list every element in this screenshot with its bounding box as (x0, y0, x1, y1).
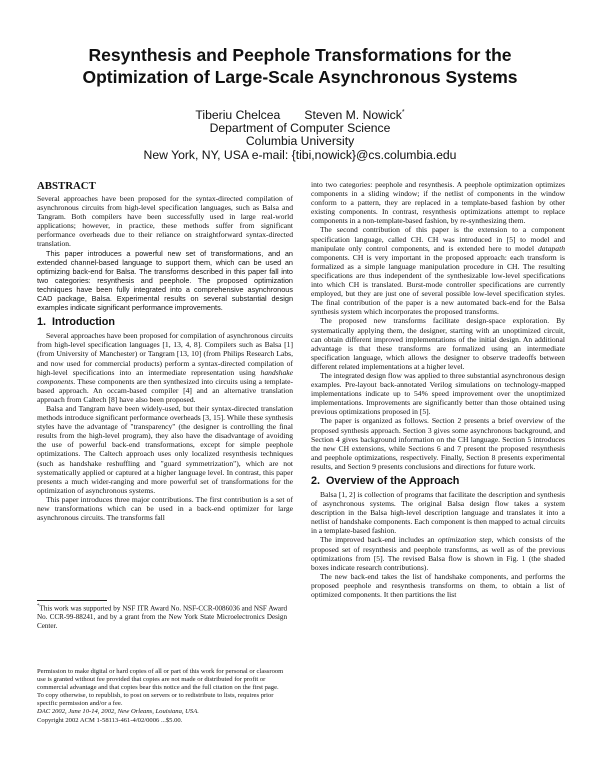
author-university: Columbia University (245, 134, 355, 149)
section-heading-introduction (37, 316, 293, 329)
author-2 (304, 106, 404, 122)
intro-p1-emphasis: handshake components (37, 367, 293, 386)
title-line-2: Optimization of Large-Scale Asynchronous Systems (82, 67, 518, 87)
overview-p2-emphasis: optimization step (437, 535, 492, 545)
abstract-paragraph-1: Several approaches have been proposed for the syntax-directed compilation of asynchronous circuits from high-level specification languages, such as Balsa and Tangram. Both compilers have been successfully used in large real-world applications; however, in practice, these methods suffer from significant performance overheads due to their reliance on straightforward syntax-directed translation. (37, 194, 293, 249)
abstract-section (37, 180, 293, 312)
right-paragraph-3: The proposed new transforms facilitate design-space exploration. By systematically applying them, the designer, starting with an unoptimized circuit, can obtain different improved implementations of the initial design. An additional advantage is that these transforms are formalized using an intermediate specification language, which allows the designer to observe tradeoffs between different related implementations at a higher level. (311, 316, 565, 371)
intro-p1-text-a: Several approaches have been proposed for compilation of asynchronous circuits from high-level specification languages [1, 13, 4, 8]. Compilers such as Balsa [1] (from University of Manchester) or Tangram [13, 10] (from Philips Research Labs, and now used for commercial products) perform a syntax-directed compilation of high-level specifications into an intermediate representation using (37, 331, 293, 377)
section-title: Introduction (52, 316, 115, 329)
section-number: 2. (311, 475, 321, 487)
permission-notice (37, 668, 287, 725)
overview-p2-text-b: , which consists of the proposed set of resynthesis and peephole transforms, as well as of the previous optimizations from [5]. The revised Balsa flow is shown in Fig. 1 (the shaded boxes indicate research contributions). (311, 535, 566, 572)
right-paragraph-5: The paper is organized as follows. Section 2 presents a brief overview of the proposed synthesis approach. Section 3 gives some asynchronous background, and Section 4 gives background information on the CH language. Section 5 introduces the new CH extensions, while Sections 6 and 7 present the proposed resynthesis and peephole optimizations, respectively. Finally, Section 8 presents experimental results, and Section 9 presents conclusions and directions for future work. (311, 416, 565, 471)
author-1: Tiberiu Chelcea (195, 108, 281, 123)
intro-paragraph-2: Balsa and Tangram have been widely-used, but their syntax-directed translation methods introduce significant performance overheads [3, 15]. While these synthesis styles have the advantage of "transparency" (the designer is controlling the final results from the high-level program), they also have the disadvantage of avoiding the use of powerful back-end transformations, except for simple peephole optimizations. The Caltech approach uses only localized resynthesis techniques (such as handshake reshuffling and "guard symmetrization"), which are not systematically applied or captured at a higher language level. In contrast, this paper presents a much wider-ranging and more powerful set of transformations for the optimization of asynchronous systems. (37, 403, 293, 495)
right-paragraph-4: The integrated design flow was applied to three substantial asynchronous design examples. Pre-layout back-annotated Verilog simulations on technology-mapped implementations indicate up to 54% speed improvement over the unoptimized implementations. Improvements are significantly better than those obtained using previous optimizations proposed in [5]. (311, 370, 565, 417)
right-p2-text-a: The second contribution of this paper is the extension to a component specification language, called CH. CH was introduced in [5] to model and manipulate only control components, and is extended here to model (311, 225, 565, 253)
author-contact: New York, NY, USA e-mail: {tibi,nowick}@cs.columbia.edu (143, 147, 457, 162)
overview-p2-text-a: The improved back-end includes an (320, 535, 438, 545)
author-department: Department of Computer Science (209, 121, 391, 136)
right-p2-emphasis: datapath (537, 243, 565, 253)
author-block (40, 106, 560, 162)
section-title: Overview of the Approach (326, 475, 460, 487)
right-paragraph-2 (311, 225, 565, 316)
title-line-1: Resynthesis and Peephole Transformations for the (88, 45, 512, 65)
intro-paragraph-3: This paper introduces three major contributions. The first contribution is a set of new transformations which can be used in a back-end optimizer for large asynchronous circuits. The transforms fall (37, 494, 293, 523)
overview-paragraph-1: Balsa [1, 2] is collection of programs that facilitate the description and synthesis of asynchronous systems. The original Balsa design flow takes a system description in the Balsa high-level description language and translates it into a netlist of handshake components. Each component is then mapped to actual circuits in a template-based fashion. (311, 490, 565, 536)
author-2-name: Steven M. Nowick (304, 108, 402, 123)
footnote-mark: * (37, 604, 40, 609)
author-2-footnote-mark: * (401, 109, 405, 116)
footnote-divider (37, 600, 107, 601)
permission-text: Permission to make digital or hard copies of all or part of this work for personal or classroom use is granted without fee provided that copies are not made or distributed for profit or commercial advantage and that copies bear this notice and the full citation on the first page. To copy otherwise, to republish, to post on servers or to redistribute to lists, requires prior specific permission and/or a fee. (37, 668, 284, 708)
footnote-text: This work was supported by NSF ITR Award No. NSF-CCR-0086036 and NSF Award No. CCR-99-88241, and by a grant from the New York State Microelectronics Design Center. (37, 604, 287, 630)
section-number: 1. (37, 316, 47, 329)
author-names (40, 106, 560, 122)
intro-paragraph-1 (37, 331, 293, 404)
abstract-heading: ABSTRACT (37, 180, 96, 192)
left-column (37, 180, 293, 522)
paper-title (40, 44, 560, 88)
intro-p1-text-b: . These components are then synthesized into circuits using a template-based approach. An occam-based compiler [4] and an alternative translation approach from Caltech [8] have also been proposed. (37, 376, 293, 404)
right-column (311, 180, 565, 599)
copyright-line: Copyright 2002 ACM 1-58113-461-4/02/0006 ...$5.00. (37, 716, 183, 724)
section-heading-overview (311, 475, 565, 488)
overview-paragraph-2 (311, 535, 565, 571)
abstract-paragraph-2: This paper introduces a powerful new set of transformations, and an extended channel-based language to support them, which can be used an optimizing back-end for Balsa. The transforms described in this paper fall into two categories: resynthesis and peephole. The proposed optimization techniques have been fully integrated into a comprehensive asynchronous CAD package, Balsa. Experimental results on several substantial design examples indicate significant performance improvements. (37, 248, 293, 313)
conference-venue: DAC 2002, June 10-14, 2002, New Orleans, Louisiana, USA. (37, 708, 199, 716)
funding-footnote (37, 603, 287, 630)
overview-paragraph-3: The new back-end takes the list of handshake components, and performs the proposed peephole and resynthesis transforms on them, to obtain a list of optimized components. It then partitions the list (311, 571, 565, 600)
right-paragraph-1: into two categories: peephole and resynthesis. A peephole optimization optimizes components in a sliding window; if the netlist of components in the window conform to a pattern, they are replaced in a template-based fashion by other existing components. In contrast, resynthesis optimizations attempt to replace components in a non-template-based fashion, by re-synthesizing them. (311, 180, 565, 226)
right-p2-text-b: components. CH is very important in the proposed approach: each transform is formalized as a simple language manipulation procedure in CH. The resulting specifications are thus independent of the synthesizable low-level specifications into which CH is translated. Burst-mode controller specifications are currently employed, but they are just one of several possible low-level specification styles. The final contribution of the paper is a new automated back-end for the Balsa synthesis system which incorporates the proposed transforms. (311, 252, 565, 317)
